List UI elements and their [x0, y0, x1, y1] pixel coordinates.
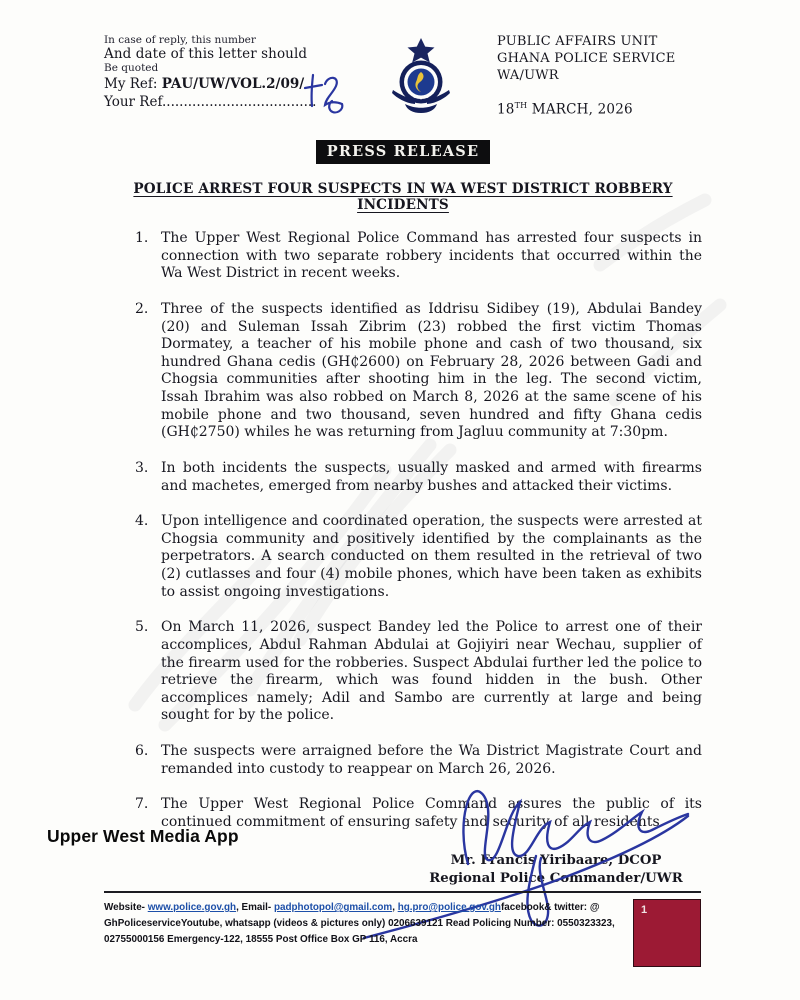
footer-website-link: www.police.gov.gh — [147, 902, 237, 913]
paragraph-item-2 — [135, 301, 702, 442]
press-release-bar: PRESS RELEASE — [316, 140, 490, 164]
date-ordinal-suffix: TH — [514, 100, 528, 110]
paragraph-number: 1. — [135, 230, 149, 246]
paragraph-text: The Upper West Regional Police Command has arrested four suspects in connection with two separate robbery incidents that occurred within the Wa West District in recent weeks. — [161, 230, 702, 282]
reply-note-line1: In case of reply, this number — [104, 34, 256, 46]
crest-container — [373, 34, 469, 126]
my-ref-line — [104, 76, 344, 92]
letter-date — [497, 101, 702, 119]
footer — [104, 891, 701, 948]
paragraph-item-5 — [135, 619, 702, 725]
page-number-badge: 1 — [633, 899, 701, 967]
unit-line2: GHANA POLICE SERVICE — [497, 50, 676, 66]
date-day: 18 — [497, 101, 515, 118]
press-release-bar-row — [104, 140, 702, 164]
unit-line1: PUBLIC AFFAIRS UNIT — [497, 34, 658, 49]
ghana-police-crest-icon — [385, 38, 457, 122]
paragraph-item-4 — [135, 513, 702, 601]
paragraph-item-3 — [135, 460, 702, 495]
footer-seg2: , Email- — [236, 902, 274, 913]
paragraph-text: Three of the suspects identified as Iddrisu Sidibey (19), Abdulai Bandey (20) and Suleman Issah Zibrim (23) robbed the first victim Thomas Dormatey, a teacher of his mobile phone and cash of two thousand, six hundred Ghana cedis (GH₵2600) on February 28, 2026 between Gadi and Chogsia communities after shooting him in the leg. The second victim, Issah Ibrahim was also robbed on March 8, 2026 at the same scene of his mobile phone and two thousand, seven hundred and fifty Ghana cedis (GH₵2750) whiles he was returning from Jagluu community at 7:30pm. — [161, 300, 702, 441]
my-ref-label: My Ref: — [104, 76, 162, 92]
paragraph-number: 2. — [135, 300, 149, 317]
paragraph-item-6 — [135, 743, 702, 778]
your-ref-line — [104, 94, 344, 110]
headline: POLICE ARREST FOUR SUSPECTS IN WA WEST DISTRICT ROBBERY INCIDENTS — [133, 181, 673, 213]
reference-block — [104, 34, 344, 126]
paragraph-list — [104, 230, 702, 832]
signatory-name: Mr. Francis Yiribaare, DCOP — [450, 853, 662, 868]
unit-address-block — [497, 34, 702, 126]
paragraph-number: 7. — [135, 796, 149, 813]
footer-contact-text — [104, 900, 636, 948]
footer-seg1: Website- — [104, 902, 148, 913]
signatory-title: Regional Police Commander/UWR — [429, 870, 683, 886]
paragraph-number: 6. — [135, 743, 149, 759]
letterhead — [104, 34, 702, 126]
date-rest: MARCH, 2026 — [527, 101, 633, 118]
signatory-block — [428, 852, 684, 887]
paragraph-number: 4. — [135, 513, 149, 530]
media-app-watermark: Upper West Media App — [47, 826, 239, 846]
your-ref-label: Your Ref — [104, 94, 162, 110]
my-ref-value: PAU/UW/VOL.2/09/ — [161, 76, 305, 92]
paragraph-number: 3. — [135, 459, 149, 476]
paragraph-item-1 — [135, 230, 702, 283]
footer-seg4: facebook& twitter: @ GhPoliceserviceYoutube, whatsapp (videos & pictures only) 0206639121 Read Policing Number: 0550323323, 02755000156 Emergency-122, 18555 Post Office Box GP 116, Accra — [104, 902, 615, 945]
paragraph-text: On March 11, 2026, suspect Bandey led the Police to arrest one of their accomplices, Abdul Rahman Abdulai at Gojiyiri near Wechau, supplier of the firearm used for the robberies. Suspect Abdulai further led the police to retrieve the firearm, which was found hidden in the bush. Other accomplices namely; Adil and Sambo are currently at large and being sought for by the police. — [161, 619, 702, 724]
footer-email2-link: hg.pro@police.gov.gh — [397, 902, 501, 913]
footer-email-link: padphotopol@gmail.com — [273, 902, 393, 913]
paragraph-text: In both incidents the suspects, usually masked and armed with firearms and machetes, emerged from nearby bushes and attacked their victims. — [161, 459, 702, 494]
paragraph-text: The suspects were arraigned before the Wa District Magistrate Court and remanded into custody to reappear on March 26, 2026. — [161, 743, 702, 777]
reply-note-line2: And date of this letter should — [104, 46, 308, 62]
footer-seg3: , — [392, 902, 398, 913]
your-ref-dots: .................................... — [161, 94, 317, 110]
unit-line3: WA/UWR — [497, 67, 559, 83]
paragraph-text: Upon intelligence and coordinated operation, the suspects were arrested at Chogsia community and positively identified by the complainants as the perpetrators. A search conducted on them resulted in the retrieval of two (2) cutlasses and four (4) mobile phones, which have been taken as exhibits to assist ongoing investigations. — [161, 513, 702, 600]
paragraph-text: The Upper West Regional Police Command assures the public of its continued commitment of ensuring safety and security of all residents. — [161, 796, 702, 830]
reply-note-line3: Be quoted — [104, 62, 159, 74]
paragraph-number: 5. — [135, 619, 149, 636]
